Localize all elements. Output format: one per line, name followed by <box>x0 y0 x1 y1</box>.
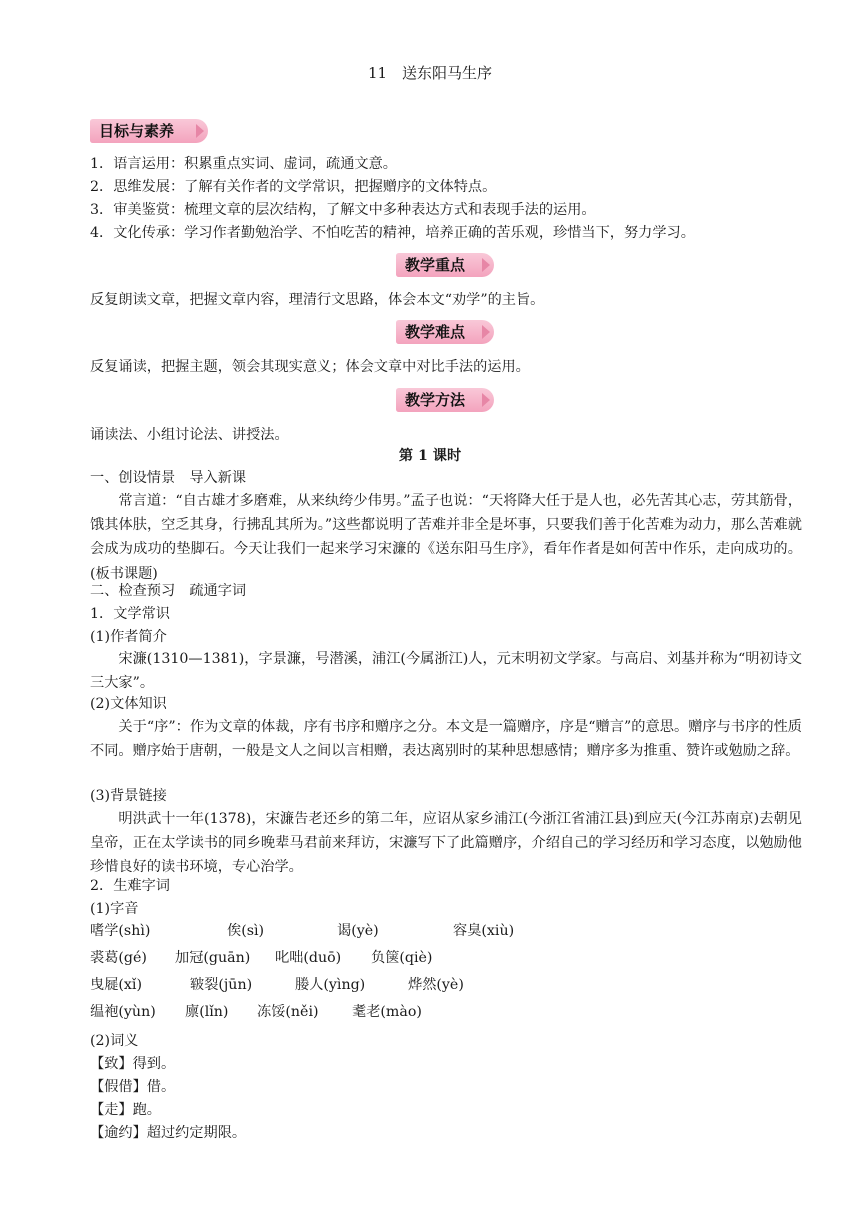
pronunciation-item: 俟(sì) <box>227 923 265 939</box>
difficult-points-banner <box>396 320 494 344</box>
key-points-heading: 教学重点 <box>405 256 466 274</box>
meaning-item: 【假借】借。 <box>90 1079 176 1095</box>
pronunciation-item: 负箧(qiè) <box>371 950 433 966</box>
meaning-item: 【致】得到。 <box>90 1056 176 1072</box>
genre-paragraph: 关于“序”：作为文章的体裁，序有书序和赠序之分。本文是一篇赠序，序是“赠言”的意思。赠序与书序的性质不同。赠序始于唐朝，一般是文人之间以言相赠，表达离别时的某种思想感情；赠序多为推重、赞许或勉励之辞。 <box>90 719 802 760</box>
pronunciation-item: 皲裂(jūn) <box>190 977 253 993</box>
difficult-points-heading: 教学难点 <box>405 323 466 341</box>
goals-banner <box>90 119 208 143</box>
methods-banner <box>396 388 494 412</box>
meaning-heading: (2)词义 <box>90 1033 139 1049</box>
pronunciation-item: 容臭(xiù) <box>453 923 515 939</box>
pronunciation-item: 耄老(mào) <box>352 1004 422 1020</box>
meaning-item: 【走】跑。 <box>90 1102 161 1118</box>
pronunciation-item: 烨然(yè) <box>408 977 464 993</box>
author-paragraph: 宋濂(1310—1381)，字景濂，号潜溪，浦江(今属浙江)人，元末明初文学家。与高启、刘基并称为“明初诗文三大家”。 <box>90 651 802 692</box>
background-heading: (3)背景链接 <box>90 788 167 804</box>
pronunciation-item: 曳屣(xǐ) <box>90 977 142 993</box>
sub-heading: 1．文学常识 <box>90 606 170 622</box>
pronunciation-item: 嗜学(shì) <box>90 923 151 939</box>
key-points-banner <box>396 253 494 277</box>
genre-heading: (2)文体知识 <box>90 696 167 712</box>
lesson-heading: 第 1 课时 <box>398 448 462 464</box>
methods-heading: 教学方法 <box>405 391 466 409</box>
sub-heading: 2．生难字词 <box>90 878 170 894</box>
difficult-points-text: 反复诵读，把握主题，领会其现实意义；体会文章中对比手法的运用。 <box>90 359 530 375</box>
pronunciation-item: 缊袍(yùn) <box>90 1004 156 1020</box>
pronunciation-item: 廪(lǐn) <box>185 1004 229 1020</box>
pronunciation-item: 冻馁(něi) <box>257 1004 319 1020</box>
methods-text: 诵读法、小组讨论法、讲授法。 <box>90 427 289 443</box>
goal-item: 2．思维发展：了解有关作者的文学常识，把握赠序的文体特点。 <box>90 179 497 195</box>
intro-paragraph: 常言道：“自古雄才多磨难，从来纨绔少伟男。”孟子也说：“天将降大任于是人也，必先苦其心志，劳其筋骨，饿其体肤，空乏其身，行拂乱其所为。”这些都说明了苦难并非全是坏事，只要我们善于化苦难为动力，那么苦难就会成为成功的垫脚石。今天让我们一起来学习宋濂的《送东阳马生序》，看年作者是如何苦中作乐，走向成功的。(板书课题) <box>90 493 802 582</box>
meaning-item: 【逾约】超过约定期限。 <box>90 1125 247 1141</box>
author-heading: (1)作者简介 <box>90 629 167 645</box>
background-paragraph: 明洪武十一年(1378)，宋濂告老还乡的第二年，应诏从家乡浦江(今浙江省浦江县)到应天(今江苏南京)去朝见皇帝，正在太学读书的同乡晚辈马君前来拜访，宋濂写下了此篇赠序，介绍自己的学习经历和学习态度，以勉励他珍惜良好的读书环境，专心治学。 <box>90 811 802 876</box>
key-points-text: 反复朗读文章，把握文章内容，理清行文思路，体会本文“劝学”的主旨。 <box>90 292 545 308</box>
section-heading: 二、检查预习 疏通字词 <box>90 583 247 599</box>
goal-item: 1．语言运用：积累重点实词、虚词，疏通文意。 <box>90 156 397 172</box>
page-title: 11 送东阳马生序 <box>367 64 493 82</box>
pronunciation-item: 加冠(guān) <box>175 950 251 966</box>
goal-item: 4．文化传承：学习作者勤勉治学、不怕吃苦的精神，培养正确的苦乐观，珍惜当下，努力学习。 <box>90 225 695 241</box>
section-heading: 一、创设情景 导入新课 <box>90 470 247 486</box>
pronunciation-item: 谒(yè) <box>337 923 379 939</box>
pronunciation-item: 媵人(yìng) <box>295 977 366 993</box>
goal-item: 3．审美鉴赏：梳理文章的层次结构，了解文中多种表达方式和表现手法的运用。 <box>90 202 596 218</box>
pronunciation-heading: (1)字音 <box>90 901 139 917</box>
pronunciation-item: 裘葛(gé) <box>90 950 147 966</box>
goals-heading: 目标与素养 <box>99 122 175 140</box>
pronunciation-item: 叱咄(duō) <box>275 950 342 966</box>
